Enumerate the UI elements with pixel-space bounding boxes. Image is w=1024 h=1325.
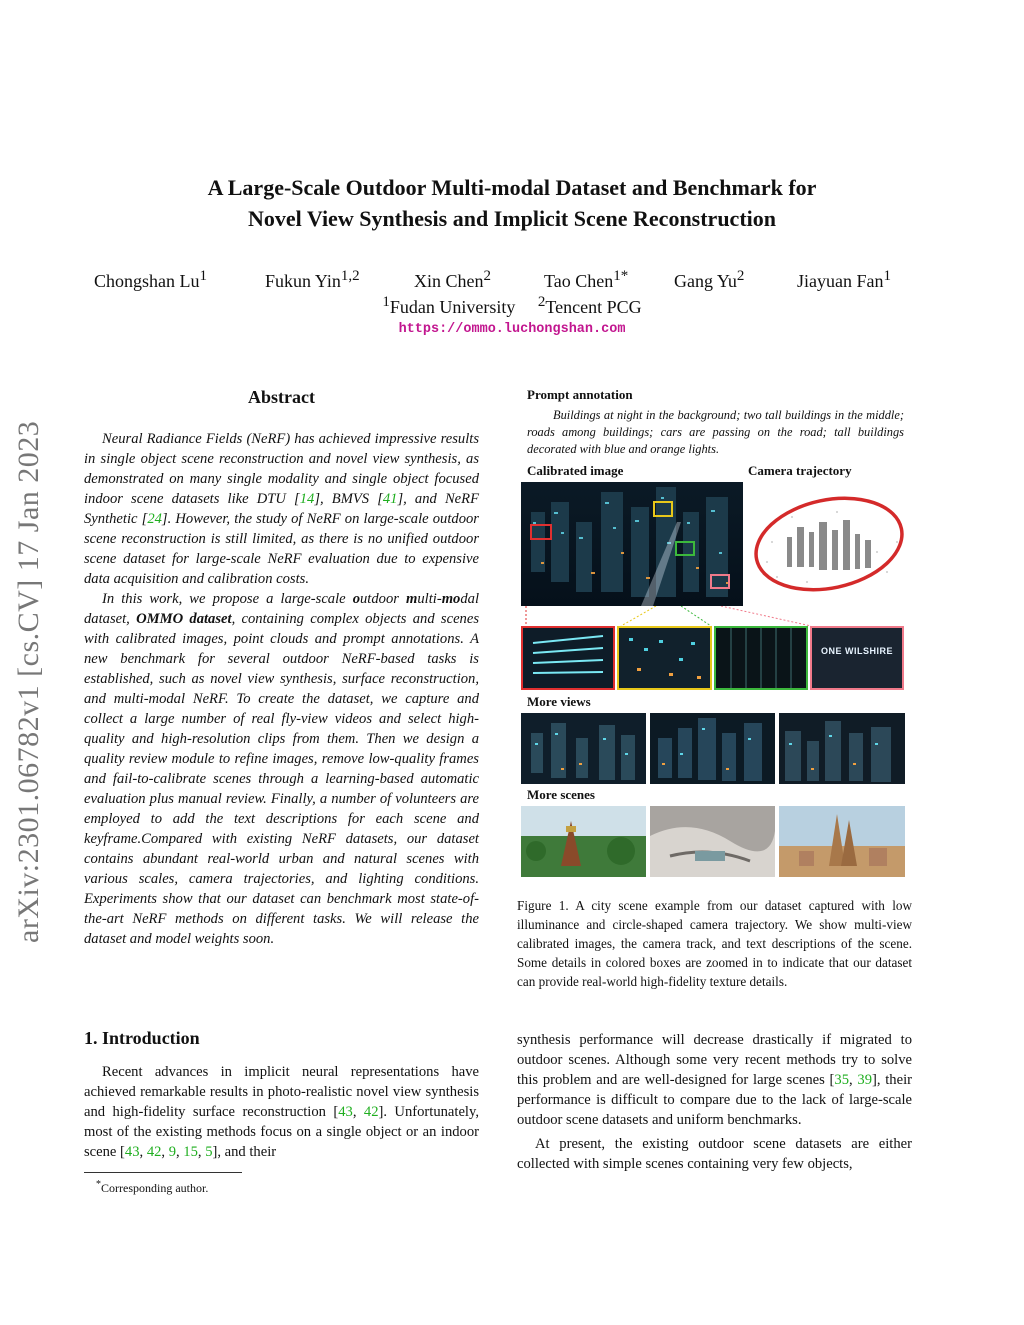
sign-text: ONE WILSHIRE: [820, 646, 893, 656]
zoom-tile-green: [714, 626, 808, 690]
zoom-connectors: [521, 606, 913, 626]
footnote-rule: [84, 1172, 242, 1173]
citation-link[interactable]: 42: [146, 1144, 162, 1160]
zoom-tile-yellow: [617, 626, 712, 690]
abstract-heading: Abstract: [248, 387, 315, 407]
intro-paragraph-left: Recent advances in implicit neural representations have achieved remarkable results in photo-realistic novel view synthesis and high-fidelity surface reconstruction [43, 42]. Unfortunately, most of the existing methods focus on a single object or an indoor scene [43, 42, 9, 15, 5], and their: [84, 1064, 479, 1160]
more-views-label: More views: [527, 694, 591, 709]
intro-heading: 1. Introduction: [84, 1028, 200, 1048]
citation-link[interactable]: 43: [124, 1144, 140, 1160]
zoom-tile-red: [521, 626, 615, 690]
citation-link[interactable]: 9: [168, 1144, 176, 1160]
arxiv-stamp: arXiv:2301.06782v1 [cs.CV] 17 Jan 2023: [12, 420, 45, 943]
camera-trajectory-image: [747, 482, 911, 606]
project-url[interactable]: https://ommo.luchongshan.com: [398, 322, 626, 337]
more-scenes-image-3: [779, 806, 905, 877]
calibrated-image: [521, 482, 743, 606]
title-line-1: A Large-Scale Outdoor Multi-modal Dataset and Benchmark for: [207, 175, 817, 200]
abstract-body: Neural Radiance Fields (NeRF) has achieved impressive results in single object scene reconstruction and novel view synthesis, as demonstrated on many single modality and single object focused indoor scene datasets like DTU [14], BMVS [41], and NeRF Synthetic [24]. However, the study of NeRF on large-scale outdoor scene reconstruction is still limited, as there is no unified outdoor scene dataset for large-scale NeRF evaluation due to expensive data acquisition and calibration costs. In this work, we propose a large-scale outdoor multi-modal dataset, OMMO dataset, containing complex objects and scenes with calibrated images, point clouds and prompt annotations. A new benchmark for several outdoor NeRF-based tasks is established, such as novel view synthesis, surface reconstruction, and multi-modal NeRF. To create the dataset, we capture and collect a large number of real fly-view videos and select high-quality and high-resolution clips from them. Then we design a quality review module to refine images, remove low-quality frames and fail-to-calibrate scenes through a learning-based automatic evaluation plus manual review. Finally, a number of volunteers are employed to add the text descriptions for each scene and keyframe.Compared with existing NeRF datasets, our dataset contains abundant real-world urban and natural scenes with various scales, camera trajectories, and lighting conditions. Experiments show that our dataset can benchmark most state-of-the-art NeRF methods on different tasks. We will release the dataset and model weights soon.: [84, 431, 479, 947]
title-line-2: Novel View Synthesis and Implicit Scene Reconstruction: [248, 206, 776, 231]
citation-link[interactable]: 15: [183, 1144, 198, 1160]
citation-link[interactable]: 42: [363, 1104, 379, 1120]
author: Fukun Yin$^{1,2}$: [265, 268, 360, 291]
author: Tao Chen$^{1*}$: [544, 268, 629, 291]
citation-link[interactable]: 39: [857, 1072, 872, 1088]
more-scenes-image-1: [521, 806, 646, 877]
figure-caption: Figure 1. A city scene example from our dataset captured with low illuminance and circle-shaped camera trajectory. We show multi-view calibrated images, the camera track, and text descriptions of the scene. Some details in colored boxes are zoomed in to indicate that our dataset can provide real-world high-fidelity texture details.: [517, 898, 912, 989]
more-scenes-image-2: [650, 806, 775, 877]
camera-trajectory-label: Camera trajectory: [748, 463, 852, 478]
citation-link[interactable]: 41: [382, 491, 398, 507]
more-scenes-label: More scenes: [527, 787, 595, 802]
author: Jiayuan Fan$^1$: [797, 268, 891, 291]
author: Chongshan Lu$^1$: [94, 268, 207, 291]
more-views-image-2: [650, 713, 775, 784]
footnote: *Corresponding author.: [96, 1179, 209, 1195]
more-views-image-1: [521, 713, 646, 784]
zoom-tile-pink: [810, 626, 904, 690]
more-views-image-3: [779, 713, 905, 784]
intro-paragraph-right: synthesis performance will decrease drastically if migrated to outdoor scenes. Although some very recent methods try to solve this problem and are well-designed for large scenes [35, 39], their performance is difficult to compare due to the lack of large-scale outdoor scene datasets and uniform benchmarks. At present, the existing outdoor scene datasets are either collected with simple scenes containing very few objects,: [517, 1032, 912, 1172]
citation-link[interactable]: 5: [205, 1144, 213, 1160]
affiliations: $^1$Fudan University $^2$Tencent PCG: [382, 294, 642, 317]
prompt-annotation-text: Buildings at night in the background; two tall buildings in the middle; roads among buildings; cars are passing on the road; tall buildings decorated with blue and orange lights.: [527, 408, 904, 456]
citation-link[interactable]: 24: [147, 511, 162, 527]
prompt-annotation-label: Prompt annotation: [527, 387, 633, 402]
citation-link[interactable]: 14: [299, 491, 315, 507]
citation-link[interactable]: 35: [834, 1072, 849, 1088]
paper-title: [0, 172, 1024, 234]
citation-link[interactable]: 43: [338, 1104, 353, 1120]
author: Xin Chen$^2$: [414, 268, 491, 291]
calibrated-image-label: Calibrated image: [527, 463, 624, 478]
author: Gang Yu$^2$: [674, 268, 745, 291]
